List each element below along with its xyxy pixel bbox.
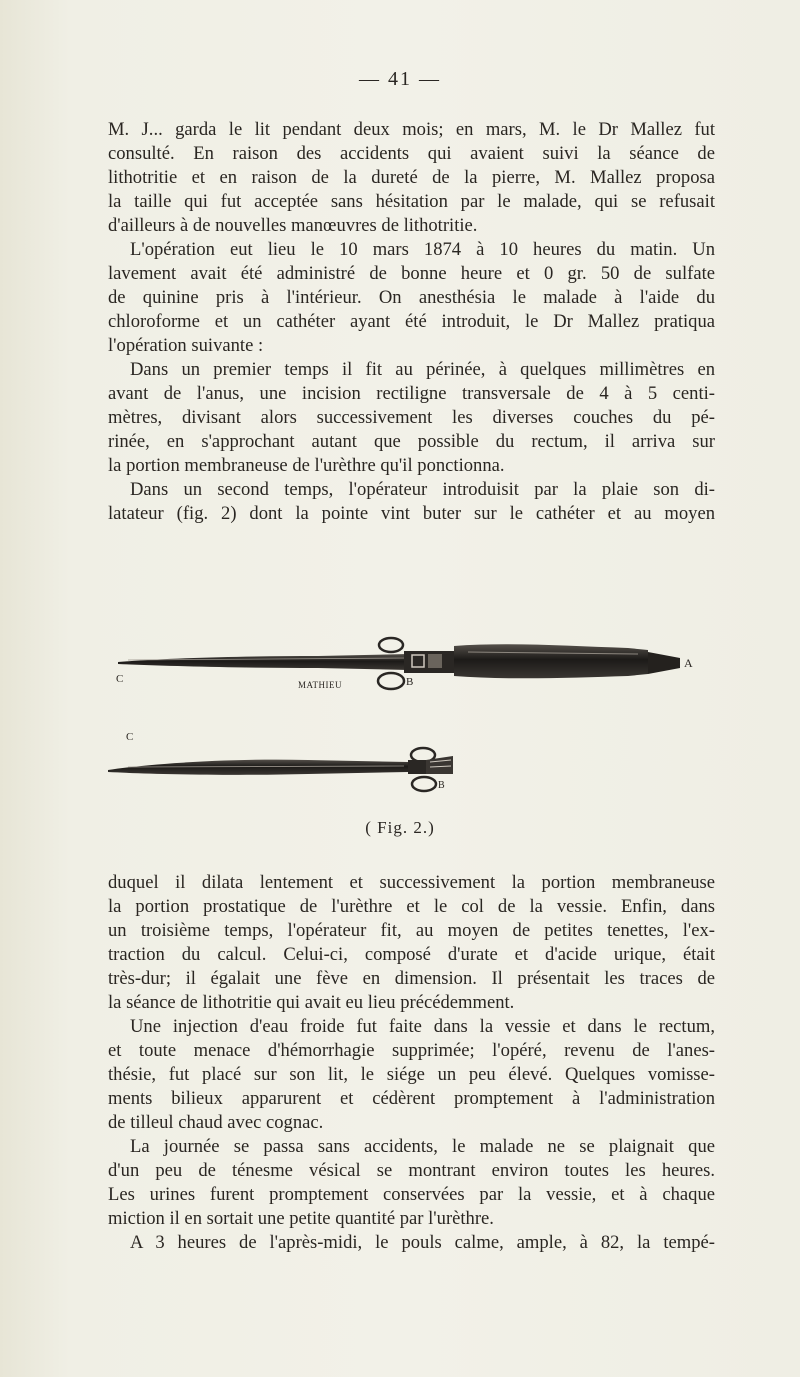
- figure-label-b-bottom: B: [438, 780, 445, 791]
- paragraph-5: [108, 871, 715, 1015]
- figure-label-c-top: C: [116, 673, 124, 685]
- text-line: thésie, fut placé sur son lit, le siége un peu élevé. Quelques vomisse-: [108, 1064, 715, 1085]
- text-line: l'opération suivante :: [108, 335, 264, 356]
- text-line: mètres, divisant alors successivement les diverses couches du pé-: [108, 407, 715, 428]
- text-line: La journée se passa sans accidents, le malade ne se plaignait que: [130, 1136, 715, 1157]
- figure-dilator-illustration: [108, 636, 718, 816]
- paragraph-3: [108, 358, 715, 478]
- text-line: M. J... garda le lit pendant deux mois; en mars, M. le Dr Mallez fut: [108, 119, 715, 140]
- text-line: Une injection d'eau froide fut faite dans la vessie et dans le rectum,: [130, 1016, 715, 1037]
- text-line: d'ailleurs à de nouvelles manœuvres de lithotritie.: [108, 215, 478, 236]
- text-line: ments bilieux apparurent et cédèrent promptement à l'administration: [108, 1088, 715, 1109]
- text-line: de tilleul chaud avec cognac.: [108, 1112, 324, 1133]
- text-line: d'un peu de ténesme vésical se montrant environ toutes les heures.: [108, 1160, 715, 1181]
- paragraph-6: [108, 1015, 715, 1135]
- text-line: A 3 heures de l'après-midi, le pouls calme, ample, à 82, la tempé-: [130, 1232, 715, 1253]
- text-line: chloroforme et un cathéter ayant été introduit, le Dr Mallez pratiqua: [108, 311, 715, 332]
- text-line: Dans un premier temps il fit au périnée, à quelques millimètres en: [130, 359, 715, 380]
- text-line: un troisième temps, l'opérateur fit, au moyen de petites tenettes, l'ex-: [108, 920, 715, 941]
- dilator-instrument-bottom: [108, 748, 453, 791]
- text-line: de quinine pris à l'intérieur. On anesthésia le malade à l'aide du: [108, 287, 715, 308]
- text-line: la portion prostatique de l'urèthre et le col de la vessie. Enfin, dans: [108, 896, 715, 917]
- text-line: lavement avait été administré de bonne heure et 0 gr. 50 de sulfate: [108, 263, 715, 284]
- text-line: la taille qui fut acceptée sans hésitation par le malade, qui se refusait: [108, 191, 715, 212]
- text-line: Dans un second temps, l'opérateur introduisit par la plaie son di-: [130, 479, 715, 500]
- paragraph-2: [108, 238, 715, 358]
- text-line: et toute menace d'hémorrhagie supprimée; l'opéré, revenu de l'anes-: [108, 1040, 715, 1061]
- figure-label-a: A: [684, 656, 693, 670]
- figure-caption: ( Fig. 2.): [365, 818, 435, 837]
- text-line: latateur (fig. 2) dont la pointe vint buter sur le cathéter et au moyen: [108, 503, 715, 524]
- paragraph-7: [108, 1135, 715, 1231]
- text-line: Les urines furent promptement conservées par la vessie, et à chaque: [108, 1184, 715, 1205]
- text-line: rinée, en s'approchant autant que possible du rectum, il arriva sur: [108, 431, 715, 452]
- page-number: — 41 —: [359, 68, 441, 90]
- text-line: très-dur; il égalait une fève en dimension. Il présentait les traces de: [108, 968, 715, 989]
- text-line: la portion membraneuse de l'urèthre qu'il ponctionna.: [108, 455, 505, 476]
- dilator-instrument-top: [118, 638, 680, 689]
- figure-maker-mark: MATHIEU: [298, 680, 342, 690]
- text-line: consulté. En raison des accidents qui avaient suivi la séance de: [108, 143, 715, 164]
- text-line: la séance de lithotritie qui avait eu lieu précédemment.: [108, 992, 515, 1013]
- text-line: lithotritie et en raison de la dureté de la pierre, M. Mallez proposa: [108, 167, 715, 188]
- figure-label-c-bottom: C: [126, 731, 134, 743]
- text-line: traction du calcul. Celui-ci, composé d'urate et d'acide urique, était: [108, 944, 715, 965]
- figure-label-b-top: B: [406, 676, 414, 688]
- paragraph-1: [108, 118, 715, 238]
- paragraph-4: [108, 478, 715, 526]
- text-line: duquel il dilata lentement et successivement la portion membraneuse: [108, 872, 715, 893]
- text-line: miction il en sortait une petite quantité par l'urèthre.: [108, 1208, 494, 1229]
- text-line: L'opération eut lieu le 10 mars 1874 à 10 heures du matin. Un: [130, 239, 715, 260]
- paragraph-8: [108, 1231, 715, 1255]
- text-line: avant de l'anus, une incision rectiligne transversale de 4 à 5 centi-: [108, 383, 715, 404]
